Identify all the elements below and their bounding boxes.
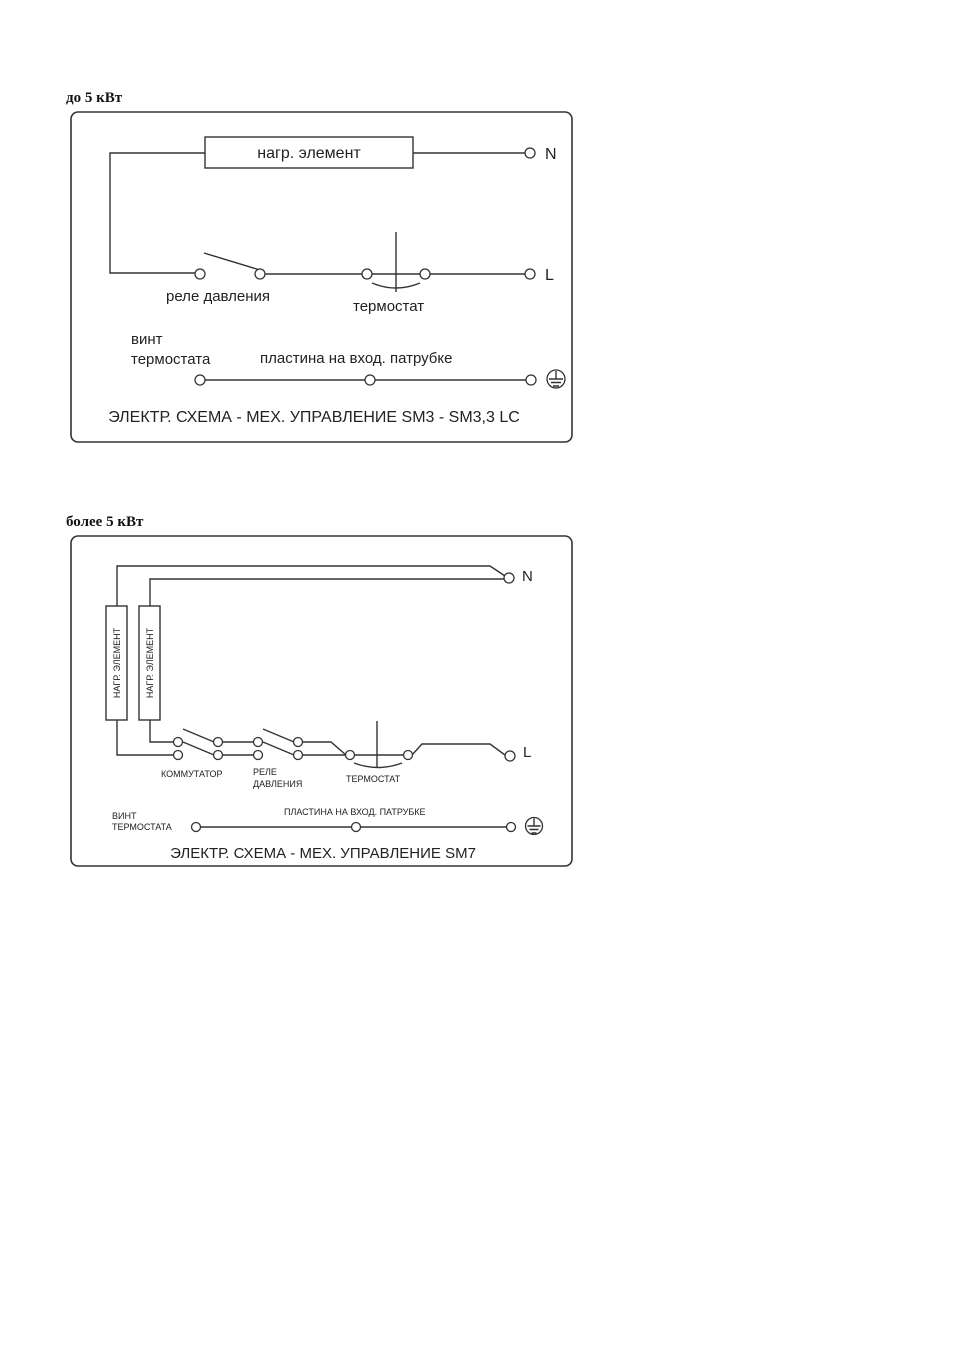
heading-up-to-5kw: до 5 кВт	[66, 90, 123, 106]
pressure-relay-contact	[204, 253, 260, 270]
pressure-relay-label-line1: РЕЛЕ	[253, 767, 277, 777]
terminal-l-icon	[525, 269, 535, 279]
terminal-circle-icon	[507, 823, 516, 832]
diagram-1-caption: ЭЛЕКТР. СХЕМА - МЕХ. УПРАВЛЕНИЕ SM3 - SM3,3 LC	[108, 409, 520, 426]
ground-symbol-icon	[547, 370, 565, 388]
terminal-circle-icon	[420, 269, 430, 279]
thermostat-screw-label-line1: ВИНТ	[112, 811, 137, 821]
pressure-relay-label-line2: ДАВЛЕНИЯ	[253, 779, 303, 789]
thermostat-label: термостат	[353, 298, 425, 315]
terminal-circle-icon	[254, 738, 263, 747]
pressure-relay-contacts	[263, 729, 294, 755]
wire-relay-to-thermostat	[302, 742, 346, 755]
terminal-circle-icon	[294, 751, 303, 760]
wire-heater1-to-n	[117, 566, 505, 606]
terminal-l-label: L	[545, 267, 554, 284]
heading-over-5kw: более 5 кВт	[66, 514, 144, 530]
terminal-circle-icon	[195, 269, 205, 279]
heater-element-2-label: НАГР. ЭЛЕМЕНТ	[145, 627, 155, 699]
terminal-n-label: N	[522, 568, 533, 585]
diagram-1	[71, 112, 572, 442]
wire-switch-to-relay	[222, 742, 254, 755]
wire-thermostat-to-l	[412, 744, 505, 755]
terminal-l-icon	[505, 751, 515, 761]
terminal-n-icon	[504, 573, 514, 583]
inlet-plate-label: ПЛАСТИНА НА ВХОД. ПАТРУБКЕ	[284, 807, 426, 817]
wire-heater-to-relay	[110, 153, 205, 273]
terminal-circle-icon	[174, 751, 183, 760]
terminal-circle-icon	[214, 751, 223, 760]
thermostat-arc	[354, 763, 402, 768]
switch-label: КОММУТАТОР	[161, 769, 223, 779]
terminal-circle-icon	[294, 738, 303, 747]
terminal-circle-icon	[254, 751, 263, 760]
inlet-plate-label: пластина на вход. патрубке	[260, 350, 453, 367]
terminal-circle-icon	[526, 375, 536, 385]
ground-symbol-icon	[526, 818, 543, 835]
wire-heater2-to-n	[150, 579, 505, 606]
terminal-circle-icon	[346, 751, 355, 760]
thermostat-screw-label-line2: ТЕРМОСТАТА	[112, 822, 172, 832]
wire-heater1-to-switch	[117, 720, 174, 755]
terminal-l-label: L	[523, 744, 532, 761]
thermostat-label: ТЕРМОСТАТ	[346, 774, 401, 784]
terminal-circle-icon	[404, 751, 413, 760]
terminal-circle-icon	[195, 375, 205, 385]
terminal-n-label: N	[545, 146, 557, 163]
terminal-circle-icon	[255, 269, 265, 279]
diagram-2-caption: ЭЛЕКТР. СХЕМА - МЕХ. УПРАВЛЕНИЕ SM7	[170, 845, 476, 862]
terminal-circle-icon	[362, 269, 372, 279]
pressure-relay-label: реле давления	[166, 288, 271, 305]
terminal-circle-icon	[174, 738, 183, 747]
terminal-circle-icon	[352, 823, 361, 832]
thermostat-screw-label-line1: винт	[131, 331, 163, 348]
thermostat-screw-label-line2: термостата	[131, 351, 211, 368]
diagram-2	[71, 536, 572, 866]
terminal-circle-icon	[214, 738, 223, 747]
terminal-circle-icon	[192, 823, 201, 832]
heater-element-label: нагр. элемент	[257, 145, 361, 162]
heater-element-1-label: НАГР. ЭЛЕМЕНТ	[112, 627, 122, 699]
terminal-circle-icon	[365, 375, 375, 385]
wire-heater2-to-switch	[150, 720, 174, 742]
terminal-n-icon	[525, 148, 535, 158]
switch-contacts	[183, 729, 214, 755]
